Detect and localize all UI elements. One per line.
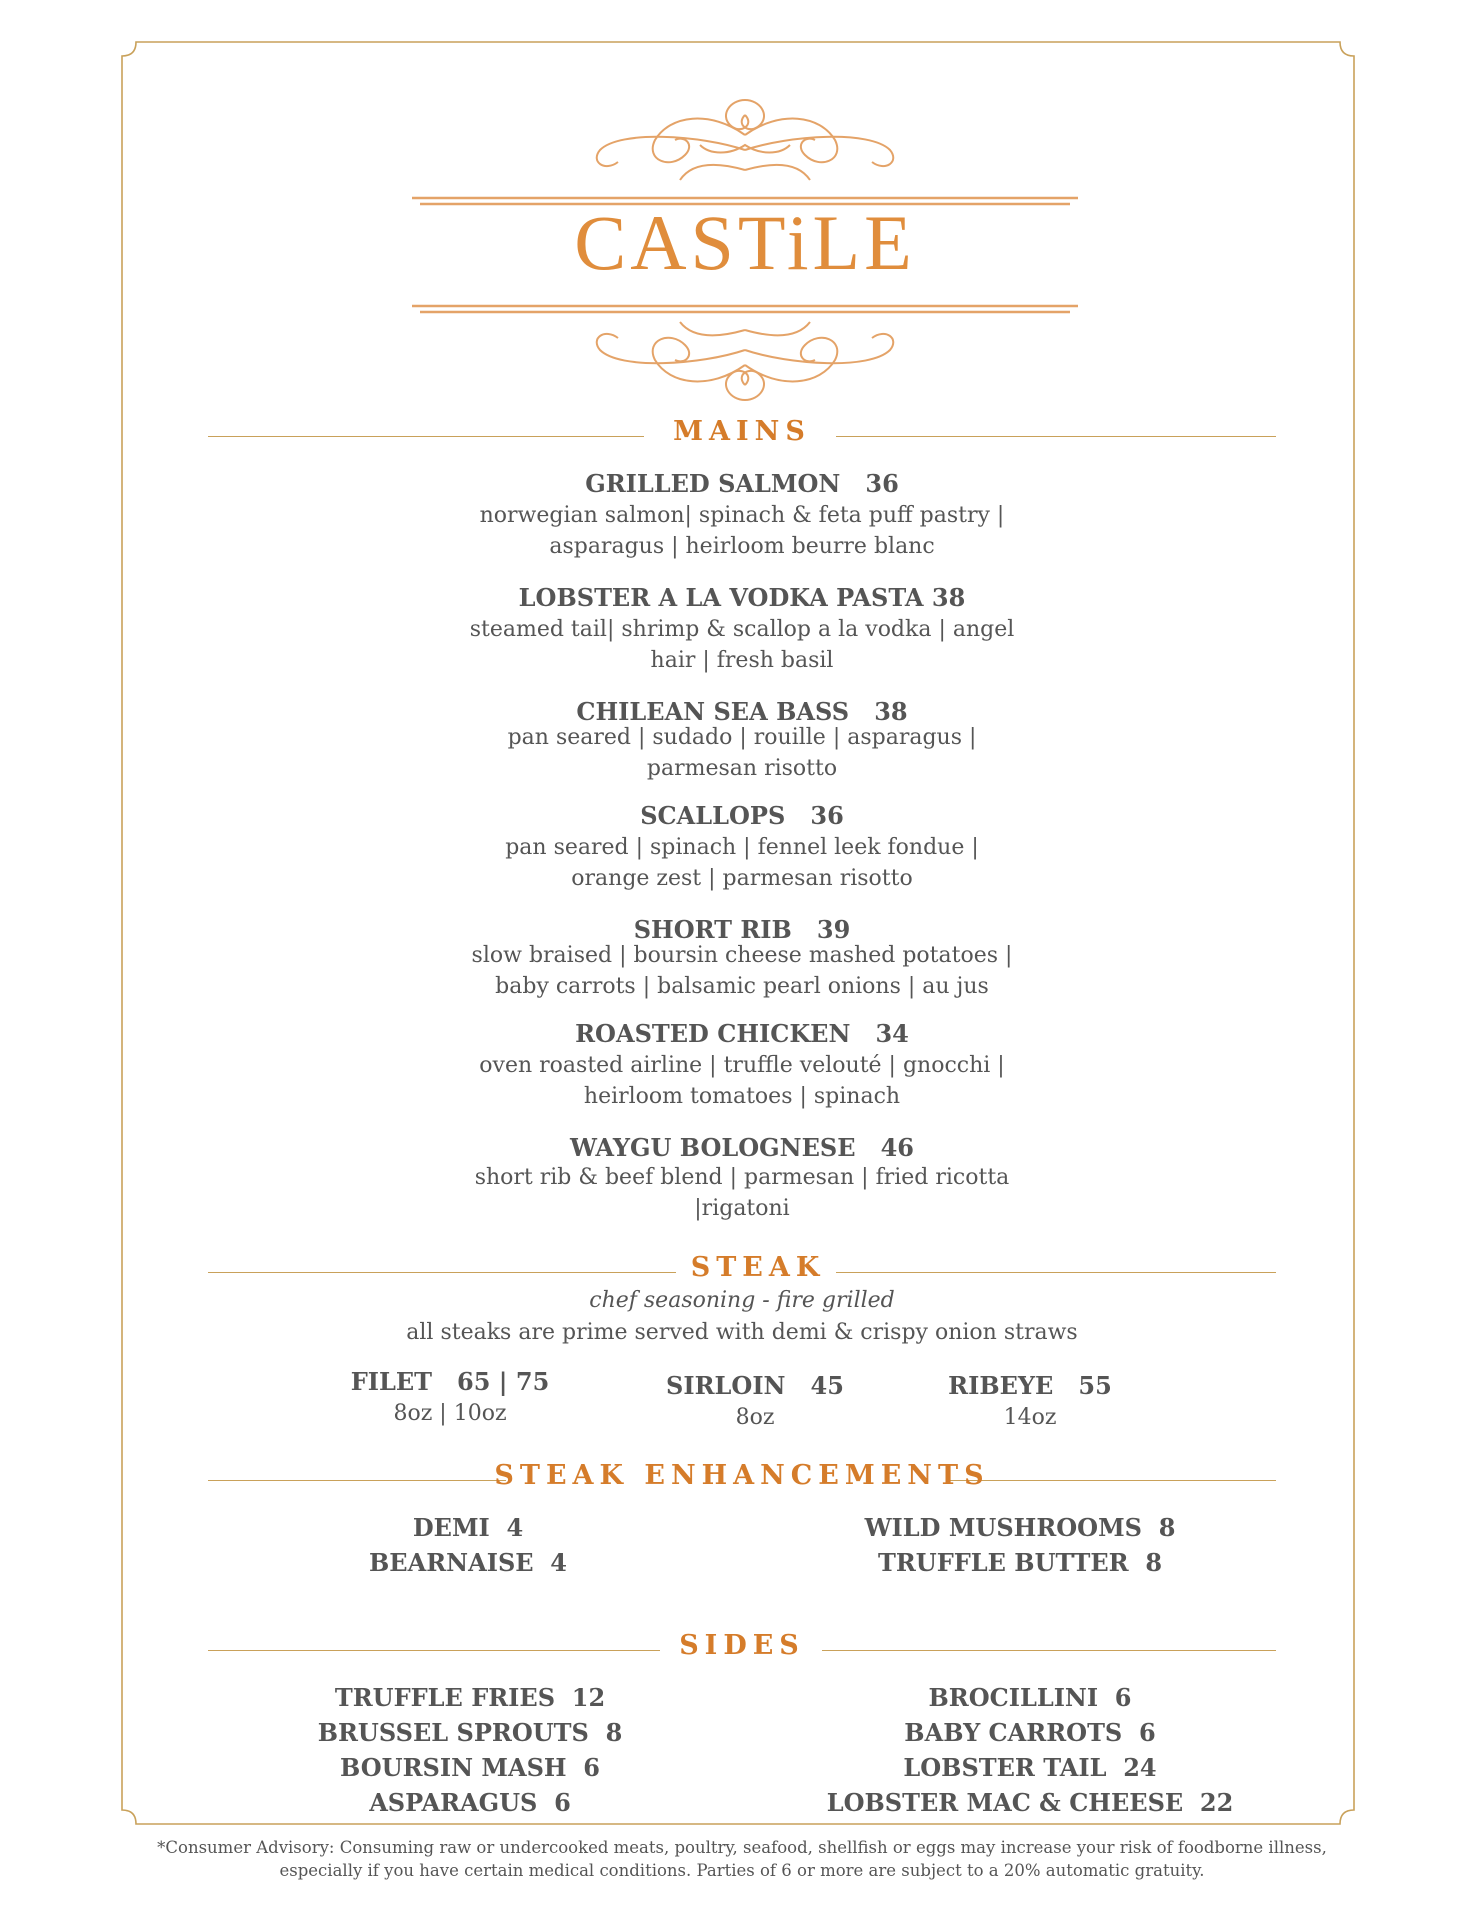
consumer-advisory — [150, 1836, 1334, 1882]
section-title: STEAK — [690, 1252, 826, 1283]
steak-cut — [900, 1370, 1160, 1434]
steak-subtitle: chef seasoning - fire grilled — [589, 1288, 895, 1313]
steak-cut-size: 8oz | 10oz — [393, 1401, 507, 1426]
steak-cut-name: FILET 65 | 75 — [350, 1367, 550, 1396]
menu-item-desc: parmesan risotto — [646, 756, 838, 781]
section-title: MAINS — [673, 416, 811, 447]
section-title: STEAK ENHANCEMENTS — [494, 1460, 990, 1491]
sides-list-left — [300, 1680, 640, 1820]
menu-item-desc: slow braised | boursin cheese mashed potatoes | — [471, 943, 1013, 968]
section-heading-sides — [208, 1630, 1276, 1670]
menu-item-name: ROASTED CHICKEN 34 — [575, 1019, 909, 1048]
menu-item-name: LOBSTER A LA VODKA PASTA 38 — [518, 583, 966, 612]
advisory-line: especially if you have certain medical conditions. Parties of 6 or more are subject to a 20% automatic gratuity. — [279, 1861, 1205, 1880]
list-item: DEMI 4 — [412, 1513, 524, 1542]
menu-item — [400, 1132, 1084, 1224]
steak-cut-size: 8oz — [735, 1405, 775, 1430]
menu-item-name: CHILEAN SEA BASS 38 — [576, 697, 908, 726]
menu-item-desc: heirloom tomatoes | spinach — [583, 1084, 901, 1109]
list-item: BRUSSEL SPROUTS 8 — [317, 1718, 623, 1747]
section-heading-enhancements — [208, 1460, 1276, 1500]
list-item: BABY CARROTS 6 — [904, 1718, 1156, 1747]
menu-item-desc: norwegian salmon| spinach & feta puff pastry | — [479, 503, 1005, 528]
menu-item-desc: pan seared | sudado | rouille | asparagus | — [507, 725, 977, 750]
logo-wordmark: CASTiLE — [574, 199, 916, 286]
list-item: TRUFFLE BUTTER 8 — [877, 1548, 1163, 1577]
list-item: LOBSTER MAC & CHEESE 22 — [826, 1788, 1234, 1817]
list-item: WILD MUSHROOMS 8 — [864, 1513, 1176, 1542]
steak-cut — [300, 1366, 600, 1430]
section-title: SIDES — [679, 1630, 805, 1661]
list-item: ASPARAGUS 6 — [369, 1788, 571, 1817]
enhancement-list-left — [318, 1510, 618, 1580]
enhancement-list-right — [840, 1510, 1200, 1580]
list-item: BROCILLINI 6 — [928, 1683, 1132, 1712]
menu-item-desc: asparagus | heirloom beurre blanc — [549, 534, 935, 559]
menu-item — [400, 914, 1084, 1002]
menu-item-name: WAYGU BOLOGNESE 46 — [570, 1133, 914, 1162]
menu-item-desc: baby carrots | balsamic pearl onions | au jus — [495, 974, 989, 999]
steak-note: all steaks are prime served with demi & crispy onion straws — [406, 1320, 1078, 1345]
menu-item-desc: hair | fresh basil — [650, 648, 834, 673]
menu-item-desc: oven roasted airline | truffle velouté | gnocchi | — [479, 1053, 1005, 1078]
list-item: BEARNAISE 4 — [369, 1548, 567, 1577]
menu-item-desc: short rib & beef blend | parmesan | fried ricotta — [474, 1165, 1010, 1190]
menu-item-name: SCALLOPS 36 — [640, 801, 844, 830]
steak-cut-name: RIBEYE 55 — [948, 1371, 1112, 1400]
menu-item-desc: steamed tail| shrimp & scallop a la vodka | angel — [469, 617, 1015, 642]
list-item: LOBSTER TAIL 24 — [903, 1753, 1157, 1782]
list-item: BOURSIN MASH 6 — [340, 1753, 600, 1782]
menu-item-name: GRILLED SALMON 36 — [585, 469, 899, 498]
menu-item-desc: |rigatoni — [694, 1196, 790, 1221]
menu-item-name: SHORT RIB 39 — [633, 915, 851, 944]
steak-cut — [620, 1370, 890, 1434]
menu-item — [400, 800, 1084, 894]
menu-item-desc: pan seared | spinach | fennel leek fondue | — [505, 835, 979, 860]
steak-cut-size: 14oz — [1003, 1405, 1057, 1430]
menu-item — [400, 582, 1084, 676]
menu-item — [400, 696, 1084, 784]
steak-cut-name: SIRLOIN 45 — [666, 1371, 844, 1400]
menu-item — [400, 468, 1084, 562]
menu-item — [400, 1018, 1084, 1112]
section-heading-mains — [208, 416, 1276, 456]
castile-logo — [400, 90, 1090, 410]
advisory-line: *Consumer Advisory: Consuming raw or undercooked meats, poultry, seafood, shellfish or eggs may increase your risk of foodborne illness, — [157, 1838, 1327, 1857]
sides-list-right — [820, 1680, 1240, 1820]
list-item: TRUFFLE FRIES 12 — [334, 1683, 606, 1712]
menu-item-desc: orange zest | parmesan risotto — [571, 866, 913, 891]
